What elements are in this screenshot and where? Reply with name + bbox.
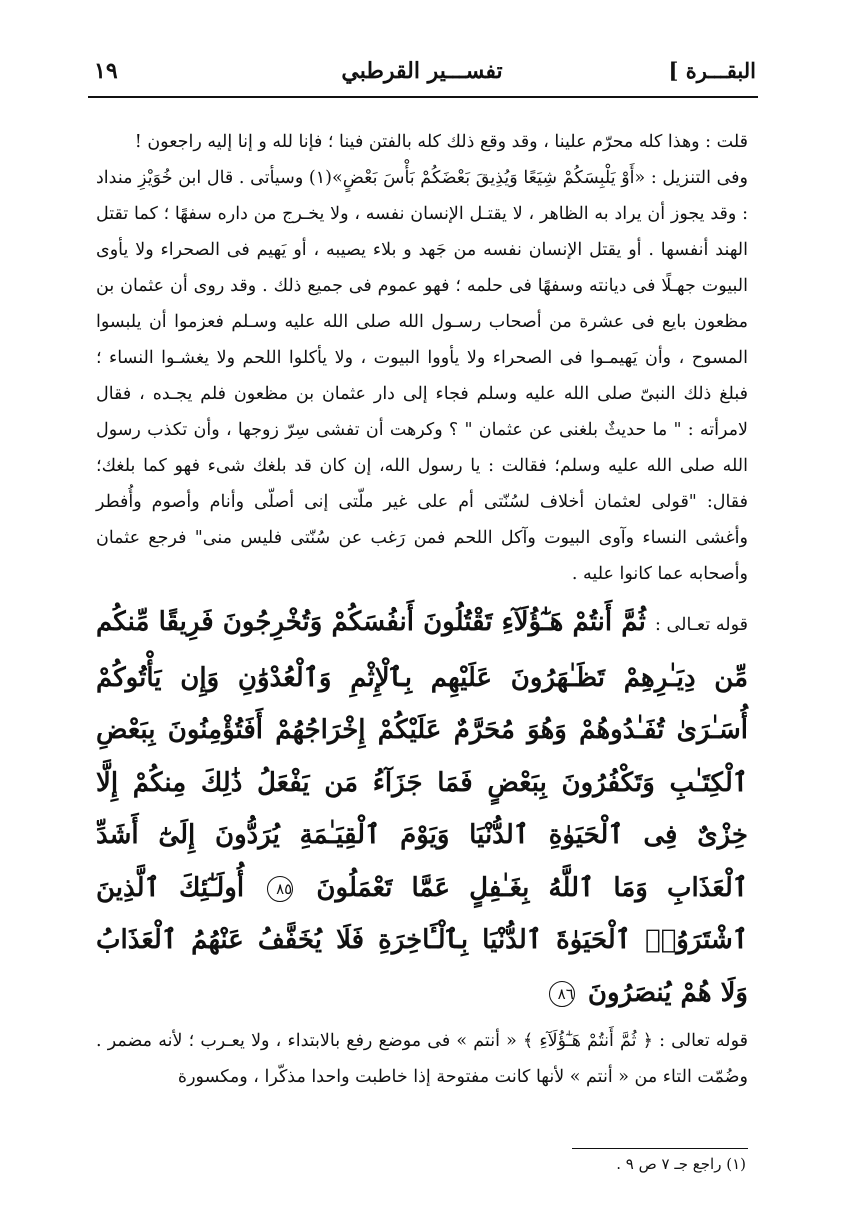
ayah-number-86: ٨٦: [549, 981, 575, 1007]
running-head-title: تفســـير القرطبي: [341, 58, 503, 84]
commentary-paragraph: قوله تعالى : ﴿ ثُمَّ أَنتُمْ هَـٰٓؤُلَآءِ ﴾ « أنتم » فى موضع رفع بالابتداء ، ولا يعـرب ؛ لأنه مضمر . وضُمّت التاء من « أنتم » لأنها كانت مفتوحة إذا خاطبت واحدا مذكّرا ، ومكسورة: [96, 1031, 748, 1087]
footnote-rule: [572, 1148, 748, 1149]
page-body: [96, 124, 748, 1095]
verse-text-2: أُولَـٰٓئِكَ ٱلَّذِينَ ٱشْتَرَوُا۟ ٱلْحَيَوٰةَ ٱلدُّنْيَا بِٱلْـَٔاخِرَةِ فَلَا يُخَفَّفُ عَنْهُمُ ٱلْعَذَابُ وَلَا هُمْ يُنصَرُونَ: [96, 872, 748, 1008]
ayah-number-85: ٨٥: [267, 876, 293, 902]
verse-text: ثُمَّ أَنتُمْ هَـٰٓؤُلَآءِ تَقْتُلُونَ أَنفُسَكُمْ وَتُخْرِجُونَ فَرِيقًا مِّنكُم مِّن دِيَـٰرِهِمْ تَظَـٰهَرُونَ عَلَيْهِم بِٱلْإِثْمِ وَٱلْعُدْوَٰنِ وَإِن يَأْتُوكُمْ أُسَـٰرَىٰ تُفَـٰدُوهُمْ وَهُوَ مُحَرَّمٌ عَلَيْكُمْ إِخْرَاجُهُمْ أَفَتُؤْمِنُونَ بِبَعْضِ ٱلْكِتَـٰبِ وَتَكْفُرُونَ بِبَعْضٍ فَمَا جَزَآءُ مَن يَفْعَلُ ذَٰلِكَ مِنكُمْ إِلَّا خِزْىٌ فِى ٱلْحَيَوٰةِ ٱلدُّنْيَا وَيَوْمَ ٱلْقِيَـٰمَةِ يُرَدُّونَ إِلَىٰٓ أَشَدِّ ٱلْعَذَابِ وَمَا ٱللَّهُ بِغَـٰفِلٍ عَمَّا تَعْمَلُونَ: [96, 607, 749, 903]
header-rule: [88, 96, 758, 98]
running-head-surah: البقـــرة ]: [668, 58, 756, 83]
verse-lead: قوله تعـالى :: [654, 615, 748, 635]
footnote: (١) راجع جـ ٧ ص ٩ .: [616, 1155, 746, 1173]
page-number: ١٩: [94, 58, 118, 84]
page-header: [88, 52, 756, 92]
quran-verse: [96, 596, 748, 1019]
paragraph: قلت : وهذا كله محرّم علينا ، وقد وقع ذلك كله بالفتن فينا ؛ فإنا لله و إنا إليه راجعون !: [134, 132, 748, 152]
prose-section: [96, 124, 748, 592]
paragraph: وفى التنزيل : «أَوْ يَلْبِسَكُمْ شِيَعًا وَيُذِيقَ بَعْضَكُمْ بَأْسَ بَعْضٍ»(١) وسيأتى . قال ابن خُوَيْزِ منداد : وقد يجوز أن يراد به الظاهر ، لا يقتـل الإنسان نفسه ، ولا يخـرج من داره سفهًا ؛ كما تقتل الهند أنفسها . أو يقتل الإنسان نفسه من جَهد و بلاء يصيبه ، أو يَهيم فى الصحراء ولا يأوى البيوت جهـلًا فى ديانته وسفهًا فى حلمه ؛ فهو عموم فى جميع ذلك . وقد روى أن عثمان بن مظعون بايع فى عشرة من أصحاب رسـول الله صلى الله عليه وسـلم فعزموا أن يلبسوا المسوح ، وأن يَهيمـوا فى الصحراء ولا يأووا البيوت ، ولا يأكلوا اللحم ولا يغشـوا النساء ؛ فبلغ ذلك النبىّ صلى الله عليه وسلم فجاء إلى دار عثمان بن مظعون فلم يجـده ، فقال لامرأته : " ما حديثٌ بلغنى عن عثمان " ؟ وكرهت أن تفشى سِرّ زوجها ، وأن تكذب رسول الله صلى الله عليه وسلم؛ فقالت : يا رسول الله، إن كان قد بلغك شىء فهو كما بلغك؛ فقال: "قولى لعثمان أخلاف لسُنّتى أم على غير ملّتى إنى أصلّى وأنام وأصوم وأُفطر وأغشى النساء وآوى البيوت وآكل اللحم فمن رَغب عن سُنّتى فليس منى" فرجع عثمان وأصحابه عما كانوا عليه .: [96, 168, 748, 584]
